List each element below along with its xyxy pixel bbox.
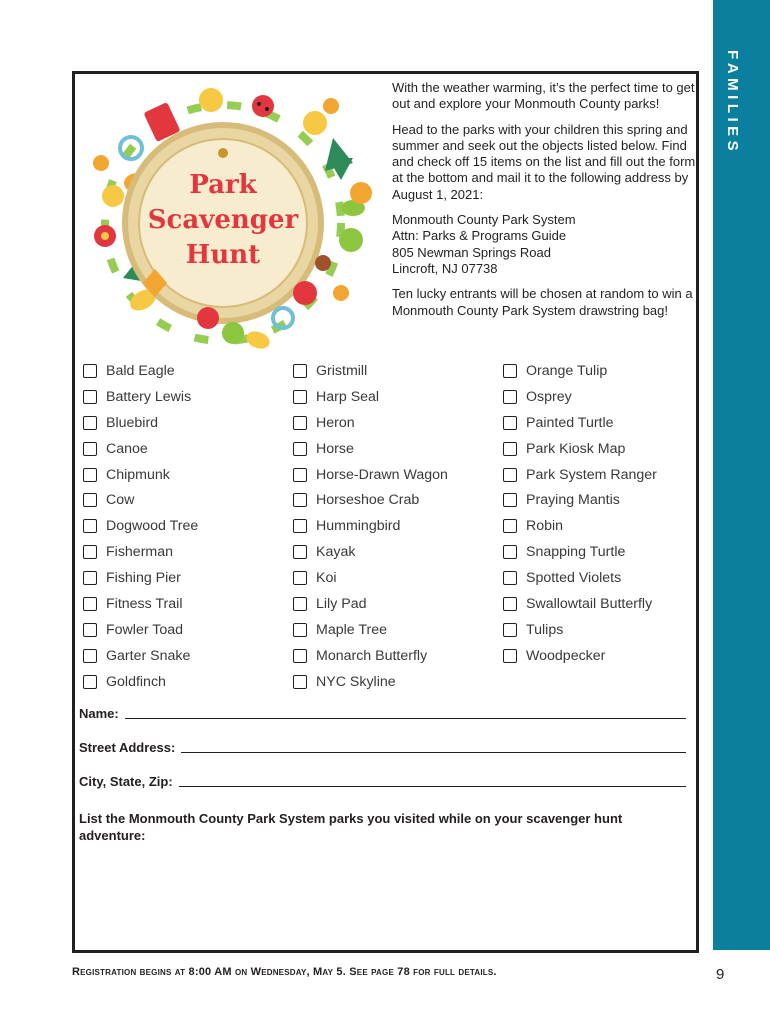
name-row: [79, 706, 686, 721]
checkbox[interactable]: [293, 493, 307, 507]
checklist-item[interactable]: [83, 539, 198, 565]
checkbox[interactable]: [503, 623, 517, 637]
address-line: Monmouth County Park System: [392, 212, 576, 228]
checkbox[interactable]: [83, 649, 97, 663]
acorn-icon: [218, 148, 228, 158]
city-label: City, State, Zip:: [79, 774, 173, 789]
checkbox[interactable]: [293, 364, 307, 378]
checklist-item-label: Osprey: [526, 388, 572, 405]
checkbox[interactable]: [503, 493, 517, 507]
checklist-item-label: Horseshoe Crab: [316, 492, 420, 509]
checkbox[interactable]: [83, 545, 97, 559]
city-row: [79, 774, 686, 789]
checklist-item-label: Cow: [106, 492, 135, 509]
city-state-zip-field[interactable]: [179, 785, 686, 787]
mailing-address: [392, 212, 697, 277]
checkbox[interactable]: [503, 571, 517, 585]
graphic-title-line3: Hunt: [185, 240, 261, 270]
checklist-item[interactable]: [503, 487, 657, 513]
graphic-title-line2: Scavenger: [147, 205, 299, 235]
sidebar-band: [713, 0, 770, 950]
name-field[interactable]: [125, 717, 686, 719]
checklist-item[interactable]: [83, 591, 198, 617]
checklist-item-label: Fitness Trail: [106, 595, 183, 612]
checkbox[interactable]: [293, 675, 307, 689]
address-line: 805 Newman Springs Road: [392, 244, 551, 260]
registration-footer: Registration begins at 8:00 AM on Wednesday, May 5. See page 78 for full details.: [72, 966, 497, 978]
checklist-item-label: Garter Snake: [106, 647, 191, 664]
checkbox[interactable]: [293, 623, 307, 637]
name-label: Name:: [79, 706, 119, 721]
tree-icon: [222, 322, 244, 344]
checkbox[interactable]: [83, 442, 97, 456]
checklist-item[interactable]: [293, 436, 448, 462]
intro-paragraph-2: Head to the parks with your children this spring and summer and seek out the objects listed below. Find and check off 15 items on the list and fill out the form at the bottom and mail it to the following address by August 1, 2021:: [392, 121, 696, 202]
ladybug-icon: [252, 95, 274, 117]
checklist-item[interactable]: [293, 410, 448, 436]
checklist-item-label: Koi: [316, 570, 337, 587]
checklist-item[interactable]: [83, 462, 198, 488]
graphic-title-line1: Park: [189, 170, 257, 200]
checkbox[interactable]: [293, 649, 307, 663]
checklist-item[interactable]: [503, 436, 657, 462]
checklist-item[interactable]: [83, 384, 198, 410]
checklist-item-label: Robin: [526, 518, 564, 535]
checklist-item[interactable]: [293, 565, 448, 591]
tree-icon: [339, 228, 363, 252]
street-row: [79, 740, 686, 755]
checklist-item-label: Monarch Butterfly: [316, 647, 428, 664]
checklist-item-label: Swallowtail Butterfly: [526, 595, 653, 612]
bird-icon: [303, 111, 327, 135]
checkbox[interactable]: [83, 493, 97, 507]
checklist-item-label: Horse: [316, 440, 354, 457]
checkbox[interactable]: [83, 364, 97, 378]
checklist-item-label: Bluebird: [106, 414, 159, 431]
section-label-container: [713, 0, 770, 950]
checklist-item[interactable]: [83, 513, 198, 539]
checklist-item-label: Park System Ranger: [526, 466, 657, 483]
checklist-item-label: Hummingbird: [316, 518, 401, 535]
checklist-item[interactable]: [293, 669, 448, 695]
checklist-item[interactable]: [83, 358, 198, 384]
checklist-item[interactable]: [293, 384, 448, 410]
checkbox[interactable]: [503, 597, 517, 611]
checklist-item-label: Battery Lewis: [106, 388, 192, 405]
intro-paragraph-1: With the weather warming, it’s the perfect time to get out and explore your Monmouth County parks!: [392, 80, 695, 112]
checklist-item[interactable]: [503, 358, 657, 384]
checklist-item-label: Park Kiosk Map: [526, 440, 626, 457]
leaf-icon: [244, 328, 272, 351]
checkbox[interactable]: [83, 468, 97, 482]
checkbox[interactable]: [503, 649, 517, 663]
checklist-item-label: Lily Pad: [316, 595, 367, 612]
bird-icon: [102, 185, 124, 207]
checklist-item-label: Tulips: [526, 621, 564, 638]
section-label: FAMILIES: [724, 50, 741, 156]
checklist-item[interactable]: [503, 565, 657, 591]
checkbox[interactable]: [293, 571, 307, 585]
checkbox[interactable]: [83, 416, 97, 430]
checkbox[interactable]: [293, 597, 307, 611]
intro-paragraph-3: Ten lucky entrants will be chosen at random to win a Monmouth County Park System drawstring bag!: [392, 286, 693, 318]
checklist-item-label: NYC Skyline: [316, 673, 396, 690]
checklist-item-label: Maple Tree: [316, 621, 387, 638]
checklist-item[interactable]: [293, 643, 448, 669]
street-label: Street Address:: [79, 740, 176, 755]
checklist-item[interactable]: [293, 487, 448, 513]
checklist-item-label: Spotted Violets: [526, 570, 622, 587]
checklist-column-2: [293, 358, 448, 695]
checklist-item-label: Dogwood Tree: [106, 518, 199, 535]
checklist-item-label: Bald Eagle: [106, 362, 175, 379]
checklist-item-label: Praying Mantis: [526, 492, 620, 509]
checklist-column-3: [503, 358, 657, 669]
checklist-item[interactable]: [83, 643, 198, 669]
checklist-item[interactable]: [83, 669, 198, 695]
checkbox[interactable]: [293, 442, 307, 456]
checkbox[interactable]: [83, 623, 97, 637]
acorn-icon: [315, 255, 331, 271]
checklist-item[interactable]: [503, 384, 657, 410]
checklist-item[interactable]: [83, 617, 198, 643]
apple-icon: [293, 281, 317, 305]
parks-visited-question: List the Monmouth County Park System parks you visited while on your scavenger hunt adventure:: [79, 811, 623, 843]
checkbox[interactable]: [293, 390, 307, 404]
checkbox[interactable]: [503, 364, 517, 378]
checkbox[interactable]: [293, 468, 307, 482]
checkbox[interactable]: [503, 519, 517, 533]
checklist-item-label: Goldfinch: [106, 673, 166, 690]
checkbox[interactable]: [83, 519, 97, 533]
checklist-item[interactable]: [293, 462, 448, 488]
checklist-item[interactable]: [83, 436, 198, 462]
intro-text: [392, 80, 697, 328]
checkbox[interactable]: [83, 675, 97, 689]
checkbox[interactable]: [293, 545, 307, 559]
checklist-item[interactable]: [83, 410, 198, 436]
checklist-item[interactable]: [293, 513, 448, 539]
checklist-item-label: Snapping Turtle: [526, 544, 626, 561]
checklist-item[interactable]: [293, 539, 448, 565]
checklist-item-label: Fowler Toad: [106, 621, 184, 638]
checkbox[interactable]: [503, 442, 517, 456]
checklist-item[interactable]: [293, 591, 448, 617]
checklist-item[interactable]: [83, 487, 198, 513]
checkbox[interactable]: [83, 571, 97, 585]
checklist-item-label: Gristmill: [316, 362, 368, 379]
tulip-icon: [350, 182, 372, 204]
checklist-item-label: Fishing Pier: [106, 570, 181, 587]
street-address-field[interactable]: [181, 751, 686, 753]
address-line: Attn: Parks & Programs Guide: [392, 228, 567, 244]
butterfly-icon: [93, 155, 109, 171]
checklist-item[interactable]: [503, 591, 657, 617]
checklist-item-label: Chipmunk: [106, 466, 170, 483]
butterfly-icon: [323, 98, 339, 114]
checklist-item-label: Horse-Drawn Wagon: [316, 466, 448, 483]
checklist-item-label: Canoe: [106, 440, 148, 457]
checklist-item-label: Fisherman: [106, 544, 174, 561]
checkbox[interactable]: [83, 390, 97, 404]
checklist-item[interactable]: [503, 643, 657, 669]
pear-icon: [199, 88, 223, 112]
checklist-item-label: Harp Seal: [316, 388, 380, 405]
checklist-item-label: Woodpecker: [526, 647, 606, 664]
checklist-item[interactable]: [293, 358, 448, 384]
address-line: Lincroft, NJ 07738: [392, 260, 498, 276]
butterfly-icon: [333, 285, 349, 301]
checkbox[interactable]: [83, 597, 97, 611]
checklist-item[interactable]: [293, 617, 448, 643]
checklist-item[interactable]: [503, 410, 657, 436]
ladybug-icon: [197, 307, 219, 329]
checkbox[interactable]: [503, 416, 517, 430]
checklist-item[interactable]: [503, 617, 657, 643]
scavenger-hunt-illustration: [83, 78, 383, 363]
checklist-item-label: Painted Turtle: [526, 414, 614, 431]
checklist-column-1: [83, 358, 198, 695]
checklist-item[interactable]: [503, 462, 657, 488]
checklist-item-label: Heron: [316, 414, 355, 431]
checkbox[interactable]: [503, 545, 517, 559]
checkbox[interactable]: [293, 519, 307, 533]
checklist-item-label: Orange Tulip: [526, 362, 608, 379]
checklist-item[interactable]: [83, 565, 198, 591]
checklist-item-label: Kayak: [316, 544, 356, 561]
page-number: 9: [716, 966, 725, 983]
checklist-item[interactable]: [503, 539, 657, 565]
checkbox[interactable]: [503, 390, 517, 404]
checkbox[interactable]: [293, 416, 307, 430]
checklist-item[interactable]: [503, 513, 657, 539]
checkbox[interactable]: [503, 468, 517, 482]
